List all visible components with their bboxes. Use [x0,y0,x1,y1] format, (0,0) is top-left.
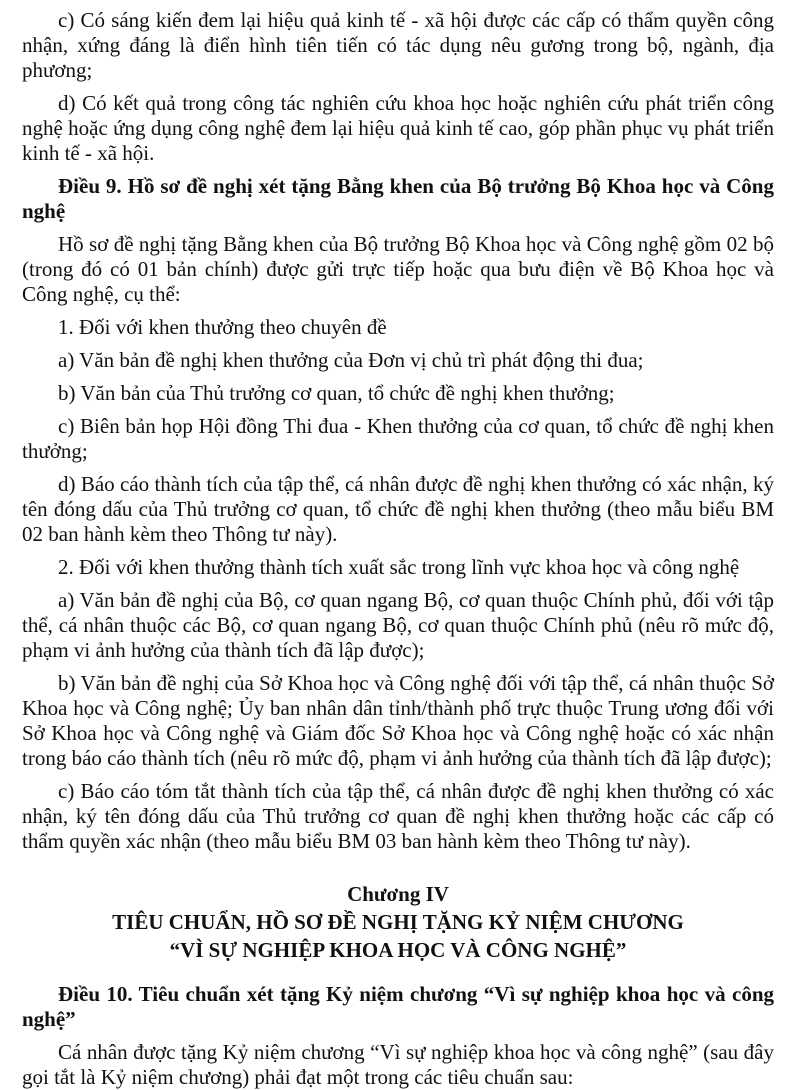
article-9-section-2-title: 2. Đối với khen thưởng thành tích xuất sắc trong lĩnh vực khoa học và công nghệ [58,555,740,579]
chapter-title-line-1: TIÊU CHUẨN, HỒ SƠ ĐỀ NGHỊ TẶNG KỶ NIỆM CHƯƠNG [112,910,684,934]
article-9-section-1-a: a) Văn bản đề nghị khen thưởng của Đơn vị chủ trì phát động thi đua; [58,348,644,372]
article-9-section-1-b: b) Văn bản của Thủ trưởng cơ quan, tổ chức đề nghị khen thưởng; [58,381,615,405]
article-9-title: Điều 9. Hồ sơ đề nghị xét tặng Bằng khen của Bộ trưởng Bộ Khoa học và Công nghệ [22,174,774,223]
paragraph-d-research: d) Có kết quả trong công tác nghiên cứu khoa học hoặc nghiên cứu phát triển công nghệ hoặc ứng dụng công nghệ đem lại hiệu quả kinh tế cao, góp phần phục vụ phát triển kinh tế - xã hội. [22,91,774,165]
article-10-title: Điều 10. Tiêu chuẩn xét tặng Kỷ niệm chương “Vì sự nghiệp khoa học và công nghệ” [22,982,774,1031]
article-9-section-1-d: d) Báo cáo thành tích của tập thể, cá nhân được đề nghị khen thưởng có xác nhận, ký tên đóng dấu của Thủ trưởng cơ quan, tổ chức đề nghị khen thưởng (theo mẫu biểu BM 02 ban hành kèm theo Thông tư này). [22,472,774,546]
article-9-section-2-b: b) Văn bản đề nghị của Sở Khoa học và Công nghệ đối với tập thể, cá nhân thuộc Sở Khoa học và Công nghệ; Ủy ban nhân dân tỉnh/thành phố trực thuộc Trung ương đối với Sở Khoa học và Công nghệ và Giám đốc Sở Khoa học và Công nghệ hoặc có xác nhận trong báo cáo thành tích (nêu rõ mức độ, phạm vi ảnh hưởng của thành tích đã lập được); [22,671,774,770]
article-9-section-2-c: c) Báo cáo tóm tắt thành tích của tập thể, cá nhân được đề nghị khen thưởng có xác nhận, ký tên đóng dấu của Thủ trưởng cơ quan đề nghị khen thưởng hoặc các cấp có thẩm quyền xác nhận (theo mẫu biểu BM 03 ban hành kèm theo Thông tư này). [22,779,774,853]
article-9-section-1-c: c) Biên bản họp Hội đồng Thi đua - Khen thưởng của cơ quan, tổ chức đề nghị khen thưởng; [22,414,774,463]
chapter-number: Chương IV [347,882,449,906]
article-10-intro: Cá nhân được tặng Kỷ niệm chương “Vì sự nghiệp khoa học và công nghệ” (sau đây gọi tắt là Kỷ niệm chương) phải đạt một trong các tiêu chuẩn sau: [22,1040,774,1089]
article-9-section-2-a: a) Văn bản đề nghị của Bộ, cơ quan ngang Bộ, cơ quan thuộc Chính phủ, đối với tập thể, cá nhân thuộc các Bộ, cơ quan ngang Bộ, cơ quan thuộc Chính phủ (nêu rõ mức độ, phạm vi ảnh hưởng của thành tích đã lập được); [22,588,774,662]
chapter-title-line-2: “VÌ SỰ NGHIỆP KHOA HỌC VÀ CÔNG NGHỆ” [169,938,627,962]
paragraph-c-initiative: c) Có sáng kiến đem lại hiệu quả kinh tế - xã hội được các cấp có thẩm quyền công nhận, xứng đáng là điển hình tiên tiến có tác dụng nêu gương trong bộ, ngành, địa phương; [22,8,774,82]
article-9-section-1-title: 1. Đối với khen thưởng theo chuyên đề [58,315,387,339]
article-9-intro: Hồ sơ đề nghị tặng Bằng khen của Bộ trưởng Bộ Khoa học và Công nghệ gồm 02 bộ (trong đó có 01 bản chính) được gửi trực tiếp hoặc qua bưu điện về Bộ Khoa học và Công nghệ, cụ thể: [22,232,774,306]
